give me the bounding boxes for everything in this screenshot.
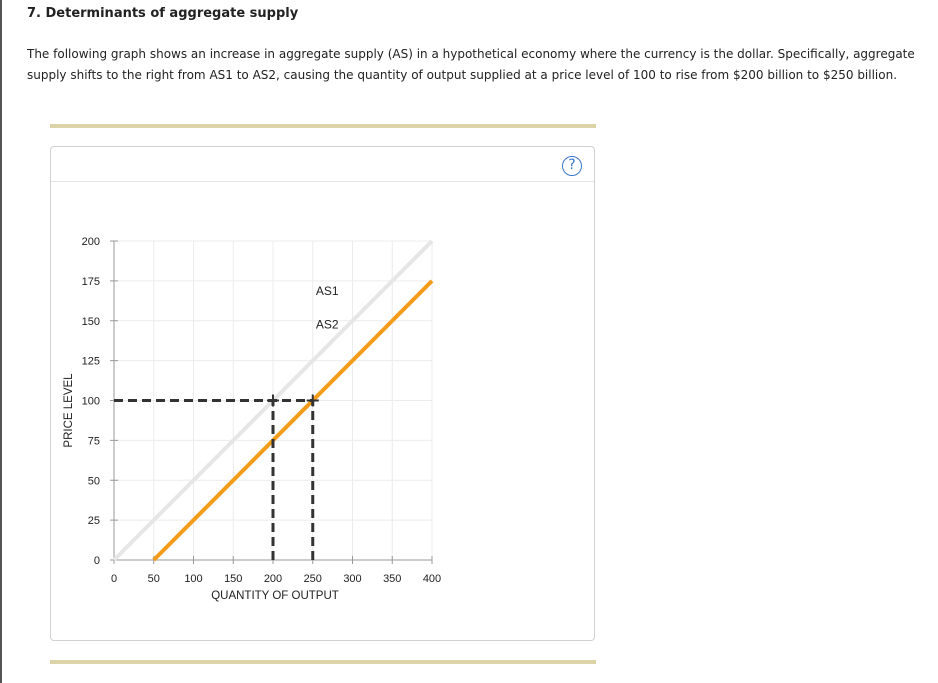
left-border	[0, 0, 2, 683]
x-tick-label: 350	[383, 573, 402, 585]
series-label-as2: AS2	[315, 317, 339, 332]
help-button[interactable]: ?	[562, 156, 582, 176]
question-title: 7. Determinants of aggregate supply	[27, 6, 299, 21]
y-tick-label: 0	[93, 555, 100, 567]
y-tick-label: 150	[81, 315, 100, 328]
series-label-as1: AS1	[315, 284, 339, 299]
y-axis-label: PRICE LEVEL	[63, 373, 75, 448]
x-tick-label: 400	[422, 573, 442, 585]
top-divider	[50, 124, 596, 128]
y-tick-label: 100	[81, 395, 100, 408]
y-tick-label: 200	[81, 236, 100, 248]
x-axis-label: QUANTITY OF OUTPUT	[211, 590, 339, 602]
y-tick-label: 175	[81, 275, 100, 288]
x-tick-label: 100	[184, 573, 203, 585]
x-tick-label: 50	[147, 573, 160, 585]
question-text: The following graph shows an increase in aggregate supply (AS) in a hypothetical economy where the currency is the dollar. Specifically, aggregate supply shifts to the right from AS1 to AS2, causing the quantity of output supplied at a price level of 100 to rise from $200 billion to $250 billion.	[27, 47, 915, 82]
x-tick-label: 300	[343, 573, 362, 585]
y-tick-label: 50	[87, 475, 100, 488]
x-tick-label: 150	[224, 573, 243, 585]
series-line-as2	[154, 281, 432, 560]
graph-panel	[50, 146, 595, 641]
x-tick-label: 250	[303, 573, 322, 585]
y-tick-label: 25	[87, 515, 100, 528]
x-tick-label: 200	[263, 573, 283, 585]
y-tick-label: 125	[81, 355, 100, 368]
bottom-divider	[50, 660, 596, 664]
y-tick-label: 75	[87, 435, 100, 448]
x-tick-label: 0	[110, 573, 118, 585]
chart	[51, 147, 594, 640]
